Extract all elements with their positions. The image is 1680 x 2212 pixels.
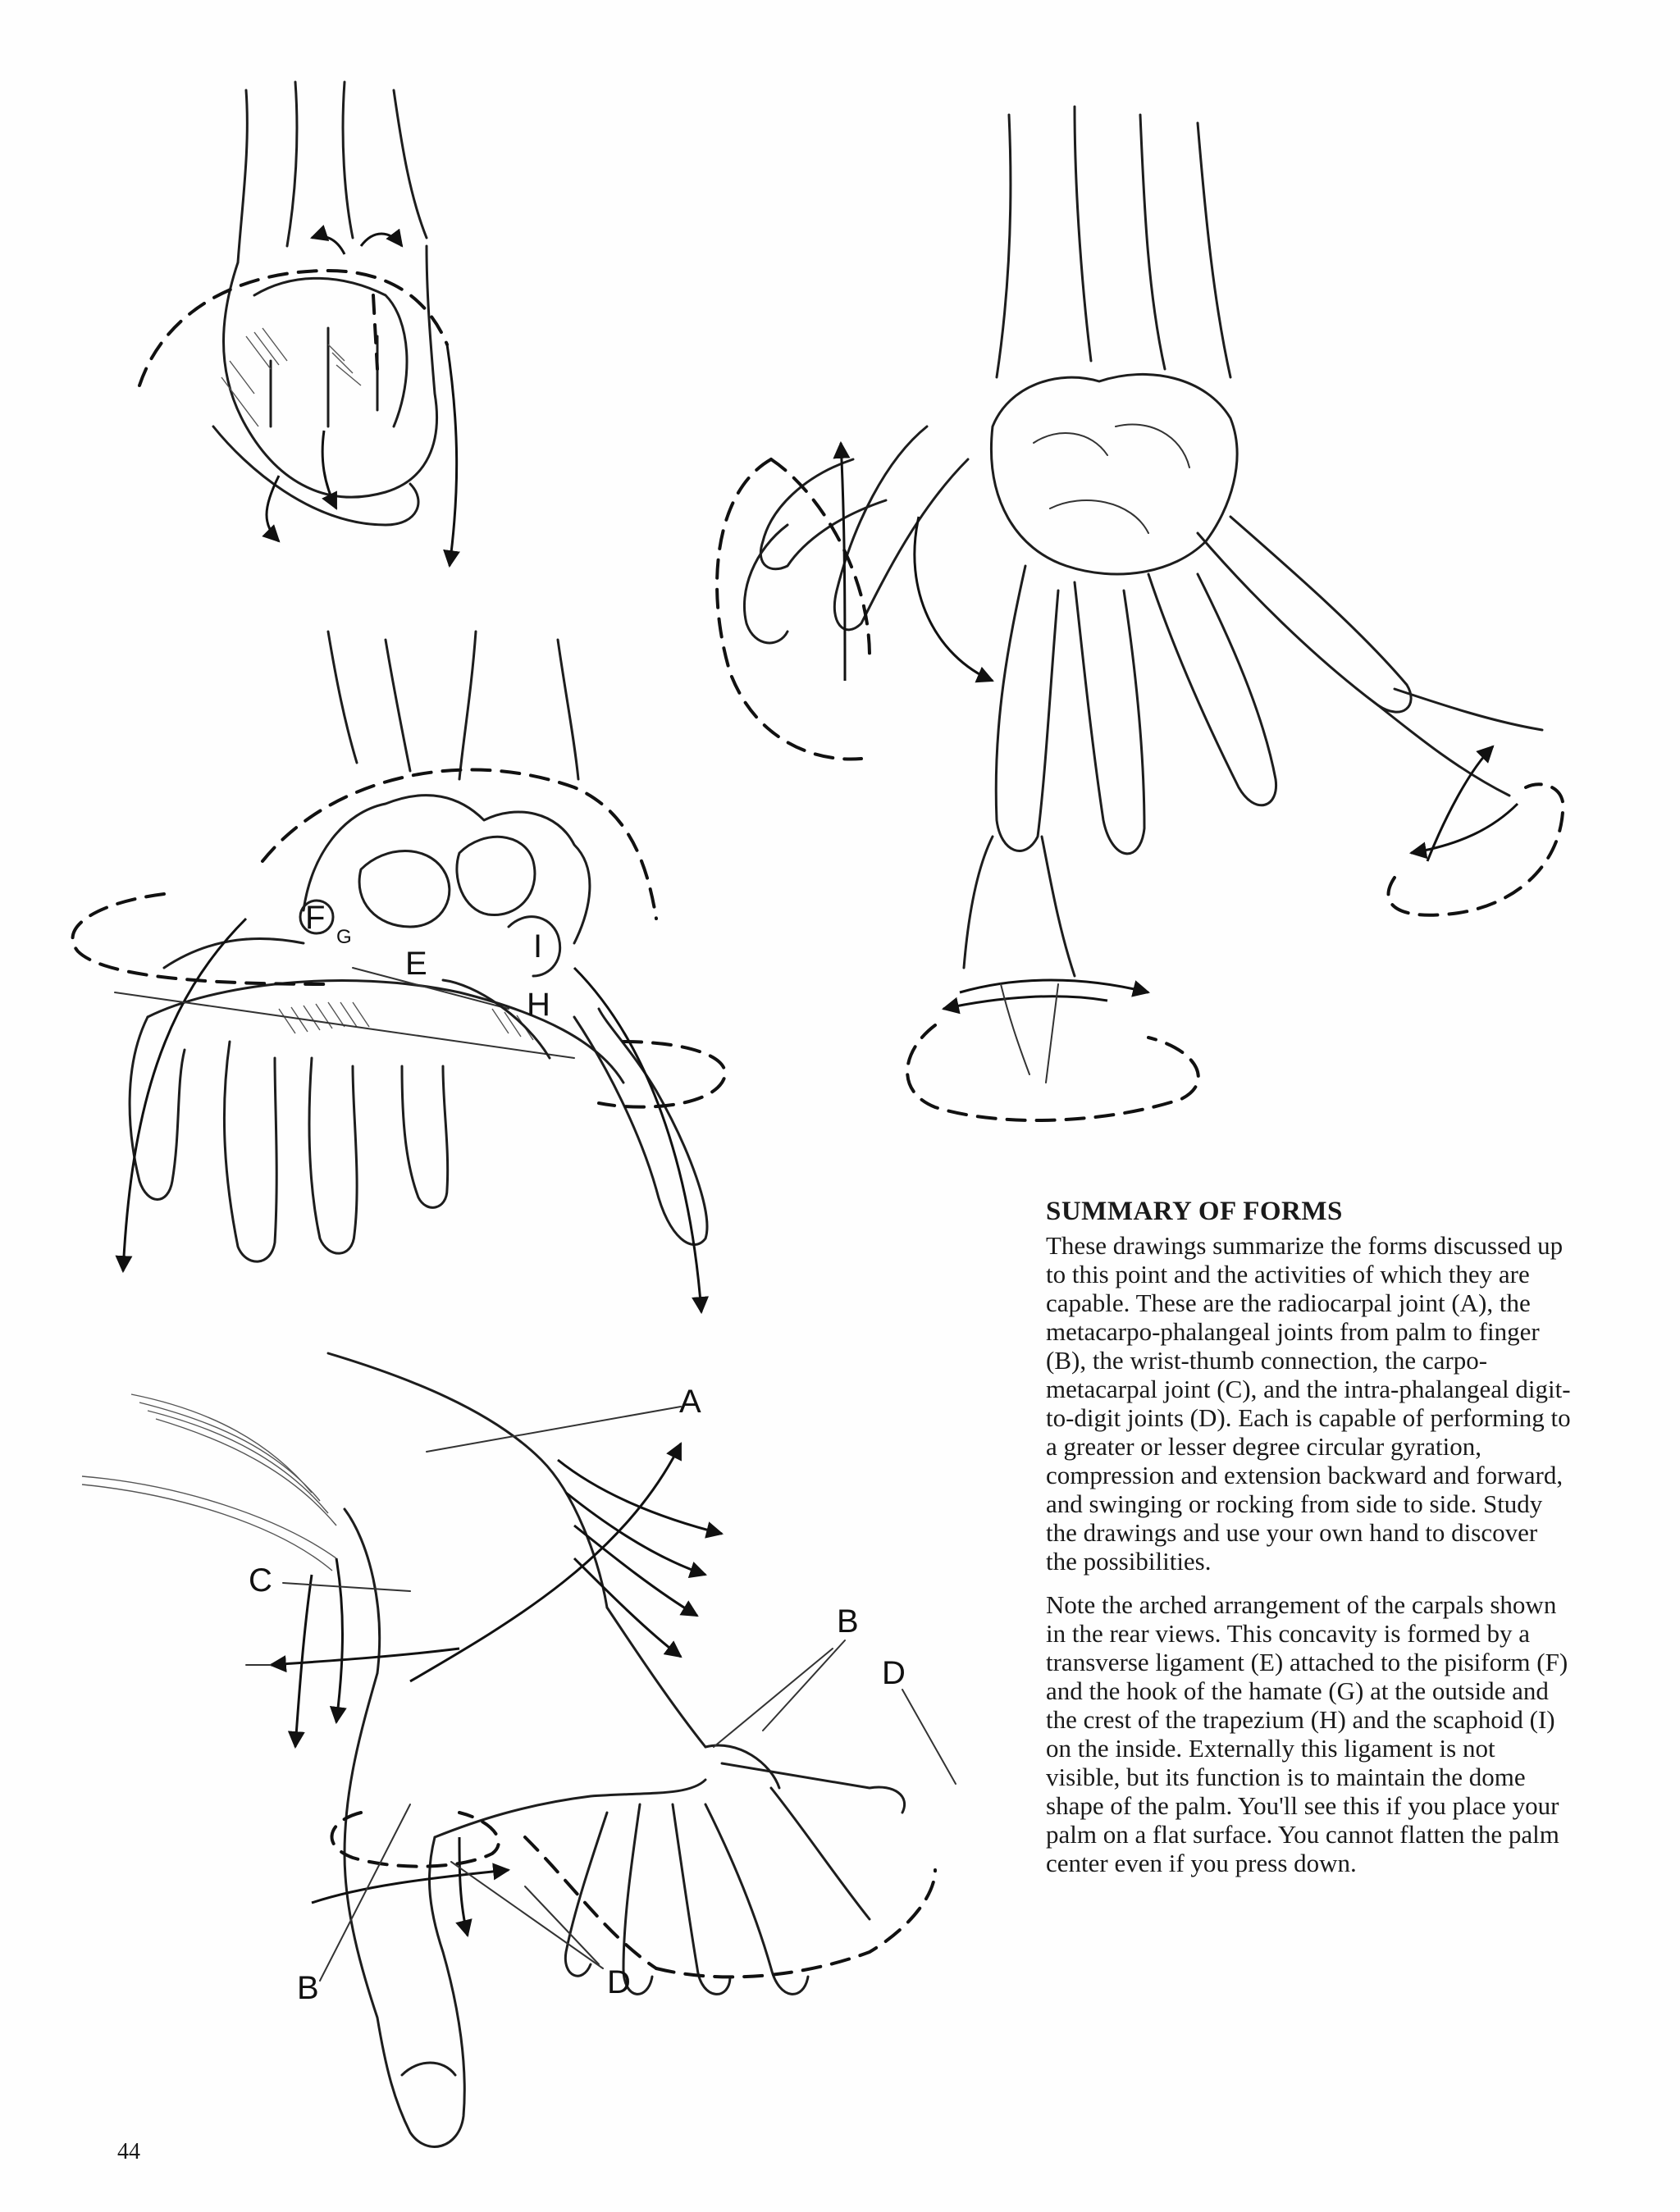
carpal-arch-drawing — [73, 632, 725, 1312]
label-A: A — [679, 1384, 701, 1420]
label-B-left: B — [297, 1970, 319, 2006]
label-G: G — [336, 926, 352, 948]
summary-heading: SUMMARY OF FORMS — [1046, 1197, 1343, 1226]
label-D-bottom: D — [607, 1964, 631, 2000]
label-F: F — [305, 900, 326, 936]
summary-paragraph-1: These drawings summarize the forms discussed up to this point and the activities of which they are capable. These are the radiocarpal joint (A), the metacarpo-phalangeal joints from palm to finger (B), the wrist-thumb connection, the carpo-metacarpal joint (C), and the intra-phalangeal digit-to-digit joints (D). Each is capable of performing to a greater or lesser degree circular gyration, compression and extension backward and forward, and swinging or rocking from side to side. Study the drawings and use your own hand to discover the possibilities. — [1046, 1231, 1571, 1576]
label-H: H — [527, 987, 550, 1023]
page-number: 44 — [117, 2139, 140, 2164]
summary-text-block — [1046, 1197, 1571, 1892]
label-C: C — [249, 1562, 272, 1599]
label-D-right: D — [882, 1655, 906, 1691]
label-B-right: B — [837, 1603, 859, 1640]
wrist-rear-view-drawing — [139, 82, 457, 566]
summary-paragraph-2: Note the arched arrangement of the carpals shown in the rear views. This concavity is formed by a transverse ligament (E) attached to the pisiform (F) and the hook of the hamate (G) at the outside and the crest of the trapezium (H) and the scaphoid (I) on the inside. Externally this ligament is not visible, but its function is to maintain the dome shape of the palm. You'll see this if you place your palm on a flat surface. You cannot flatten the palm center even if you press down. — [1046, 1590, 1568, 1877]
hand-side-view-drawing — [82, 1353, 956, 2146]
label-E: E — [405, 946, 427, 982]
label-I: I — [533, 928, 543, 965]
skeletal-hand-drawing — [717, 107, 1563, 1120]
